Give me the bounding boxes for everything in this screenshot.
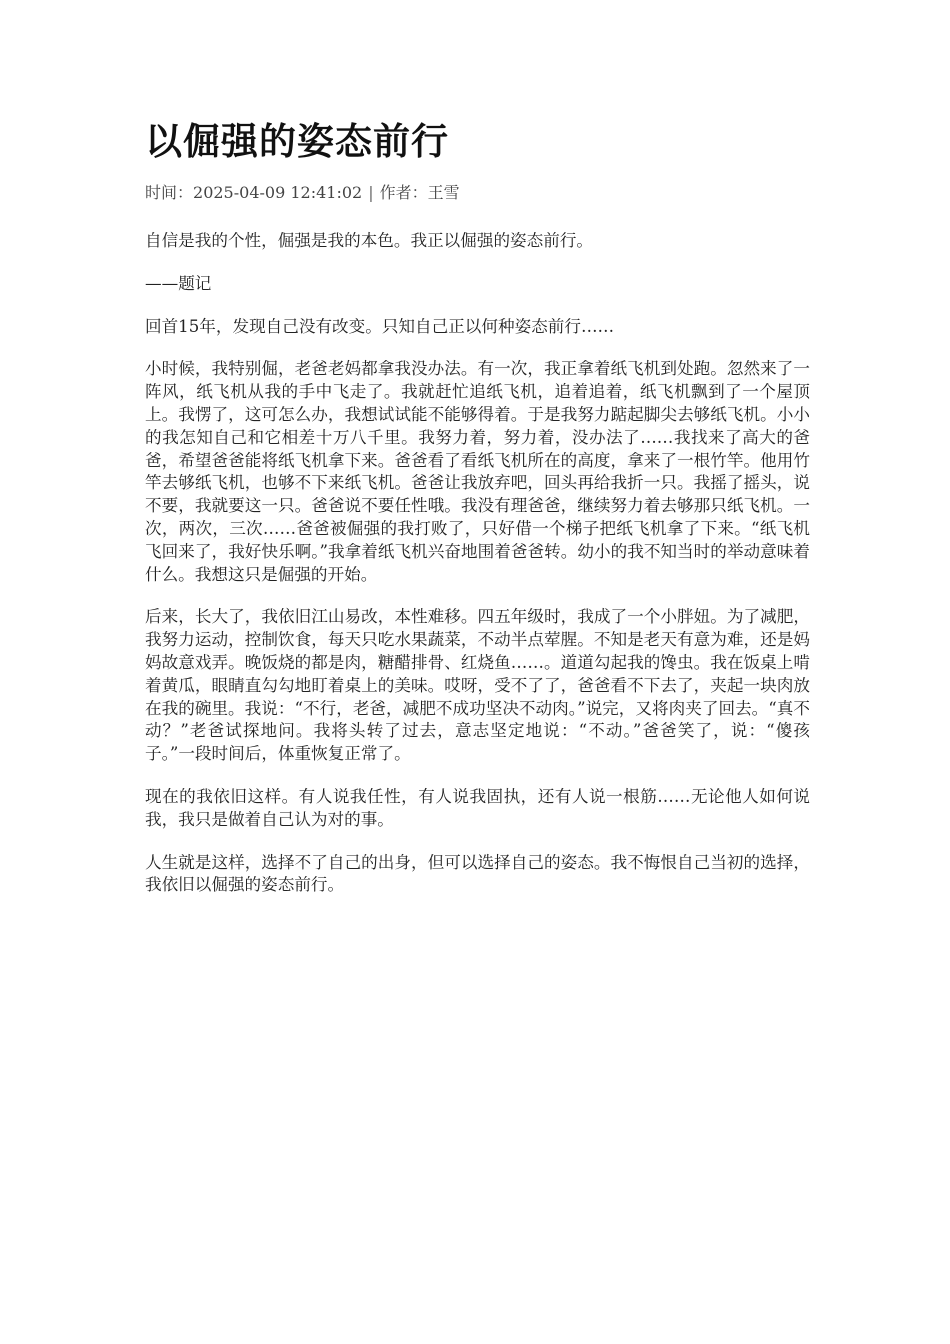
body-paragraph: 后来，长大了，我依旧江山易改，本性难移。四五年级时，我成了一个小胖妞。为了减肥，我努力运动，控制饮食，每天只吃水果蔬菜，不动半点荤腥。不知是老天有意为难，还是妈妈故意戏弄。晚饭烧的都是肉，糖醋排骨、红烧鱼……。道道勾起我的馋虫。我在饭桌上啃着黄瓜，眼睛直勾勾地盯着桌上的美味。哎呀，受不了了，爸爸看不下去了，夹起一块肉放在我的碗里。我说：“不行，老爸，减肥不成功坚决不动肉。”说完，又将肉夹了回去。“真不动？”老爸试探地问。我将头转了过去，意志坚定地说：“不动。”爸爸笑了，说：“傻孩子。”一段时间后，体重恢复正常了。 bbox=[145, 607, 810, 764]
article-meta bbox=[145, 182, 810, 204]
body-paragraph: 人生就是这样，选择不了自己的出身，但可以选择自己的姿态。我不悔恨自己当初的选择，我依旧以倔强的姿态前行。 bbox=[145, 852, 810, 895]
article-title: 以倔强的姿态前行 bbox=[145, 119, 449, 163]
time-value: 2025-04-09 12:41:02 bbox=[193, 183, 363, 202]
body-paragraph: 回首15年，发现自己没有改变。只知自己正以何种姿态前行…… bbox=[145, 316, 615, 336]
epigraph-attribution: ——题记 bbox=[145, 273, 212, 293]
body-paragraph: 小时候，我特别倔，老爸老妈都拿我没办法。有一次，我正拿着纸飞机到处跑。忽然来了一阵风，纸飞机从我的手中飞走了。我就赶忙追纸飞机，追着追着，纸飞机飘到了一个屋顶上。我愣了，这可怎么办，我想试试能不能够得着。于是我努力踮起脚尖去够纸飞机。小小的我怎知自己和它相差十万八千里。我努力着，努力着，没办法了……我找来了高大的爸爸，希望爸爸能将纸飞机拿下来。爸爸看了看纸飞机所在的高度，拿来了一根竹竿。他用竹竿去够纸飞机，也够不下来纸飞机。爸爸让我放弃吧，回头再给我折一只。我摇了摇头，说不要，我就要这一只。爸爸说不要任性哦。我没有理爸爸，继续努力着去够那只纸飞机。一次，两次，三次……爸爸被倔强的我打败了，只好借一个梯子把纸飞机拿了下来。“纸飞机飞回来了，我好快乐啊。”我拿着纸飞机兴奋地围着爸爸转。幼小的我不知当时的举动意味着什么。我想这只是倔强的开始。 bbox=[145, 359, 810, 584]
author-value: 王雪 bbox=[427, 183, 460, 202]
time-label: 时间： bbox=[145, 183, 194, 202]
body-paragraph: 现在的我依旧这样。有人说我任性，有人说我固执，还有人说一根筋……无论他人如何说我，我只是做着自己认为对的事。 bbox=[145, 786, 810, 829]
article bbox=[145, 0, 810, 897]
meta-separator: | bbox=[368, 183, 374, 202]
author-label: 作者： bbox=[379, 183, 428, 202]
epigraph: 自信是我的个性，倔强是我的本色。我正以倔强的姿态前行。 bbox=[145, 231, 594, 250]
